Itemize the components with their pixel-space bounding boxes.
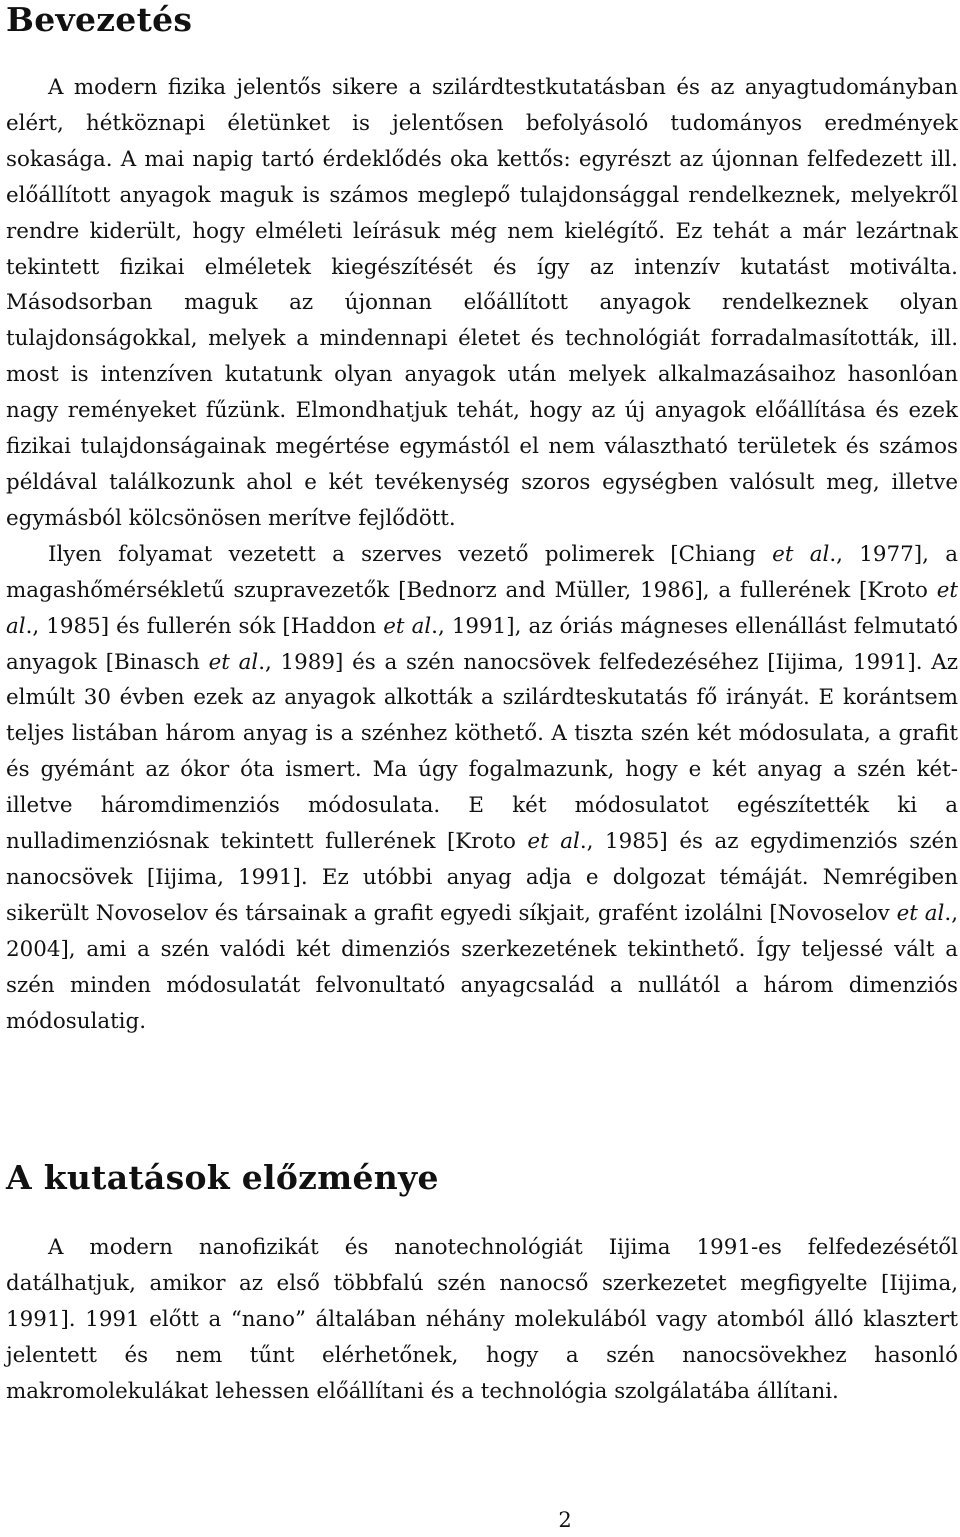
section-bevezetes-body (6, 70, 958, 1039)
section-heading-bevezetes: Bevezetés (6, 0, 193, 39)
page-number: 2 (558, 1508, 572, 1532)
section-heading-kutatasok-elozmenye: A kutatások előzménye (6, 1158, 439, 1197)
paragraph: Ilyen folyamat vezetett a szerves vezető polimerek [Chiang et al., 1977], a magashőmérsékletű szupravezetők [Bednorz and Müller, 1986], a fullerének [Kroto et al., 1985] és fullerén sók [Haddon et al., 1991], az óriás mágneses ellenállást felmutató anyagok [Binasch et al., 1989] és a szén nanocsövek felfedezéséhez [Iijima, 1991]. Az elmúlt 30 évben ezek az anyagok alkották a szilárdteskutatás fő irányát. E korántsem teljes listában három anyag is a szénhez köthető. A tiszta szén két módosulata, a grafit és gyémánt az ókor óta ismert. Ma úgy fogalmazunk, hogy e két anyag a szén két- illetve háromdimenziós módosulata. E két módosulatot egészítették ki a nulladimenziósnak tekintett fullerének [Kroto et al., 1985] és az egydimenziós szén nanocsövek [Iijima, 1991]. Ez utóbbi anyag adja e dolgozat témáját. Nemrégiben sikerült Novoselov és társainak a grafit egyedi síkjait, grafént izolálni [Novoselov et al., 2004], ami a szén valódi két dimenziós szerkezetének tekinthető. Így teljessé vált a szén minden módosulatát felvonultató anyagcsalád a nullától a három dimenziós módosulatig. (6, 541, 958, 1034)
section-kutatasok-body (6, 1230, 958, 1410)
paragraph: A modern nanofizikát és nanotechnológiát Iijima 1991-es felfedezésétől datálhatjuk, amikor az első többfalú szén nanocső szerkezetet megfigyelte [Iijima, 1991]. 1991 előtt a “nano” általában néhány molekulából vagy atomból álló klasztert jelentett és nem tűnt elérhetőnek, hogy a szén nanocsövekhez hasonló makromolekulákat lehessen előállítani és a technológia szolgálatába állítani. (6, 1235, 958, 1404)
paragraph: A modern fizika jelentős sikere a szilárdtestkutatásban és az anyagtudományban elért, hétköznapi életünket is jelentősen befolyásoló tudományos eredmények sokasága. A mai napig tartó érdeklődés oka kettős: egyrészt az újonnan felfedezett ill. előállított anyagok maguk is számos meglepő tulajdonsággal rendelkeznek, melyekről rendre kiderült, hogy elméleti leírásuk még nem kielégítő. Ez tehát a már lezártnak tekintett fizikai elméletek kiegészítését és így az intenzív kutatást motiválta. Másodsorban maguk az újonnan előállított anyagok rendelkeznek olyan tulajdonságokkal, melyek a mindennapi életet és technológiát forradalmasították, ill. most is intenzíven kutatunk olyan anyagok után melyek alkalmazásaihoz hasonlóan nagy reményeket fűzünk. Elmondhatjuk tehát, hogy az új anyagok előállítása és ezek fizikai tulajdonságainak megértése egymástól el nem választható területek és számos példával találkozunk ahol e két tevékenység szoros egységben valósult meg, illetve egymásból kölcsönösen merítve fejlődött. (6, 75, 958, 531)
